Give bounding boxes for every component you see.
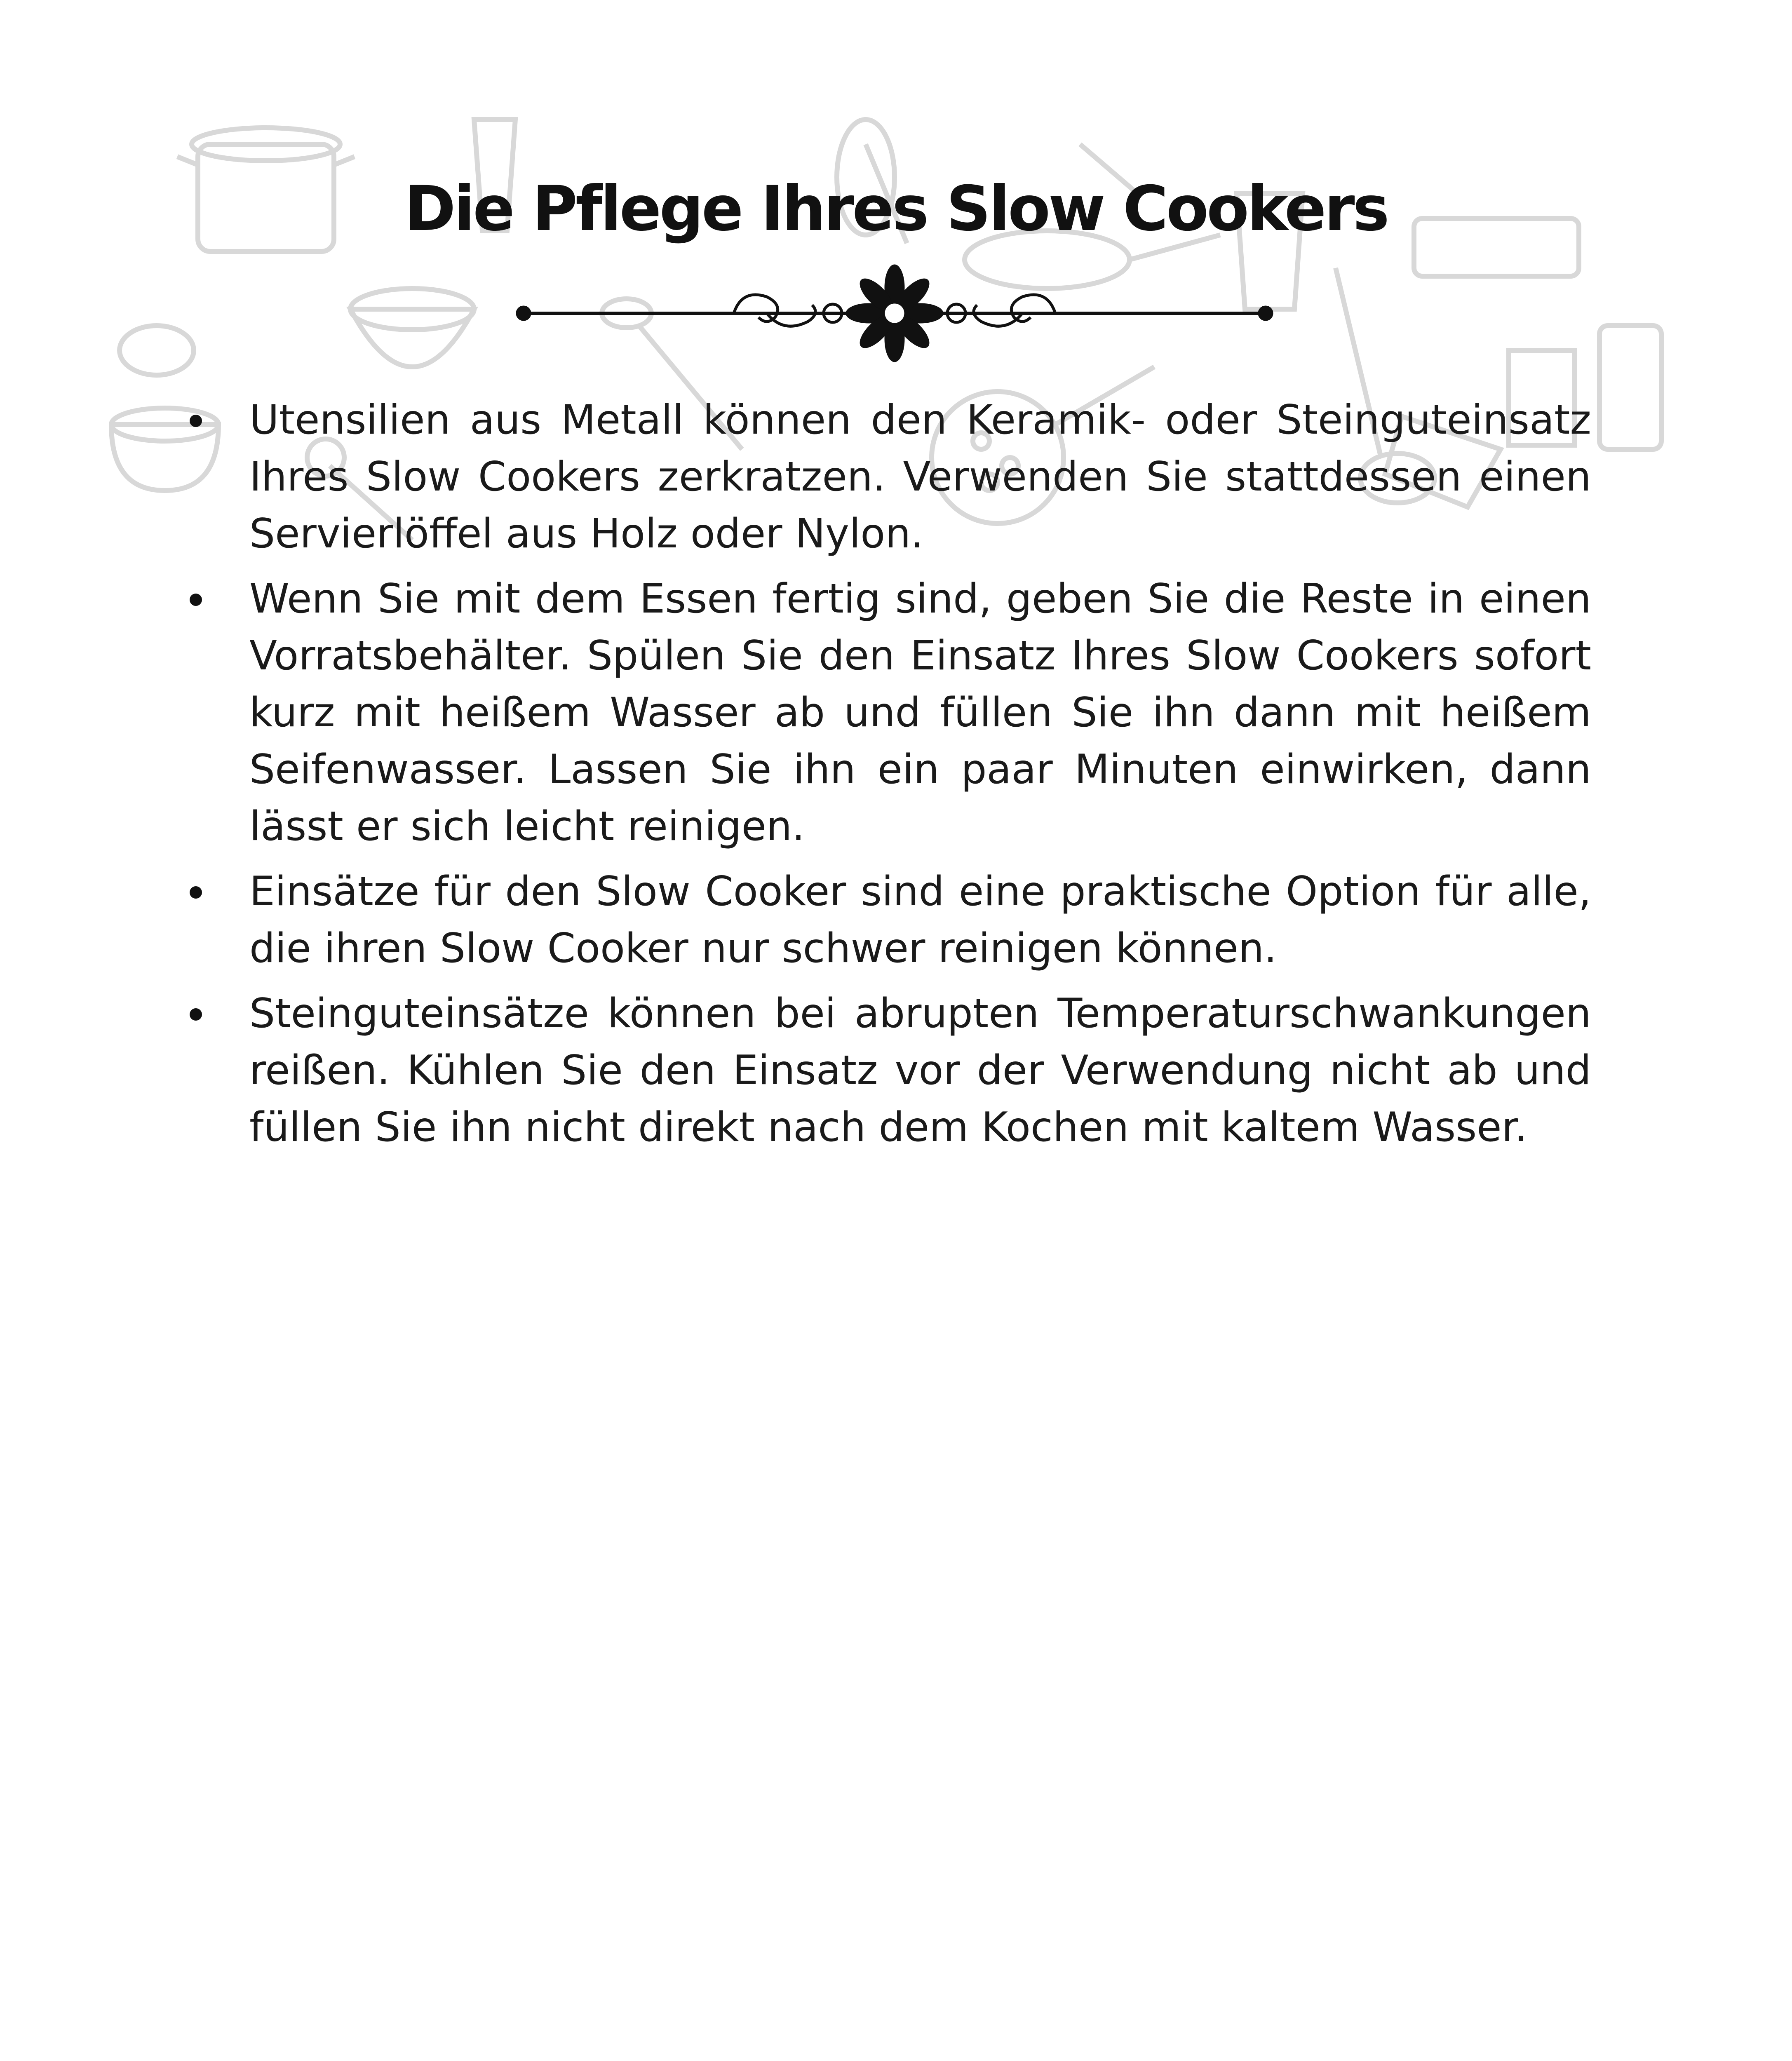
list-item-text: Steinguteinsätze können bei abrupten Temperaturschwankungen reißen. Kühlen Sie den Einsatz vor der Verwendung nicht ab und füllen Sie ihn nicht direkt nach dem Kochen mit kaltem Wasser. (249, 990, 1591, 1151)
bullet-icon (190, 886, 202, 899)
bullet-icon (190, 594, 202, 606)
bullet-list (181, 392, 1591, 1164)
list-item-text: Utensilien aus Metall können den Keramik- oder Steinguteinsatz Ihres Slow Cookers zerkratzen. Verwenden Sie stattdessen einen Servierlöffel aus Holz oder Nylon. (249, 397, 1591, 557)
list-item-text: Wenn Sie mit dem Essen fertig sind, geben Sie die Reste in einen Vorratsbehälter. Spülen Sie den Einsatz Ihres Slow Cookers sofort kurz mit heißem Wasser ab und füllen Sie ihn dann mit heißem Seifenwasser. Lassen Sie ihn ein paar Minuten einwirken, dann lässt er sich leicht reinigen. (249, 575, 1591, 850)
flower-divider-icon (511, 264, 1278, 363)
list-item (181, 985, 1591, 1156)
list-item (181, 392, 1591, 562)
list-item-text: Einsätze für den Slow Cooker sind eine praktische Option für alle, die ihren Slow Cooker nur schwer reinigen können. (249, 868, 1591, 972)
bullet-icon (190, 415, 202, 427)
bullet-icon (190, 1008, 202, 1021)
list-item (181, 570, 1591, 855)
page-title: Die Pflege Ihres Slow Cookers (404, 173, 1388, 245)
list-item (181, 863, 1591, 977)
